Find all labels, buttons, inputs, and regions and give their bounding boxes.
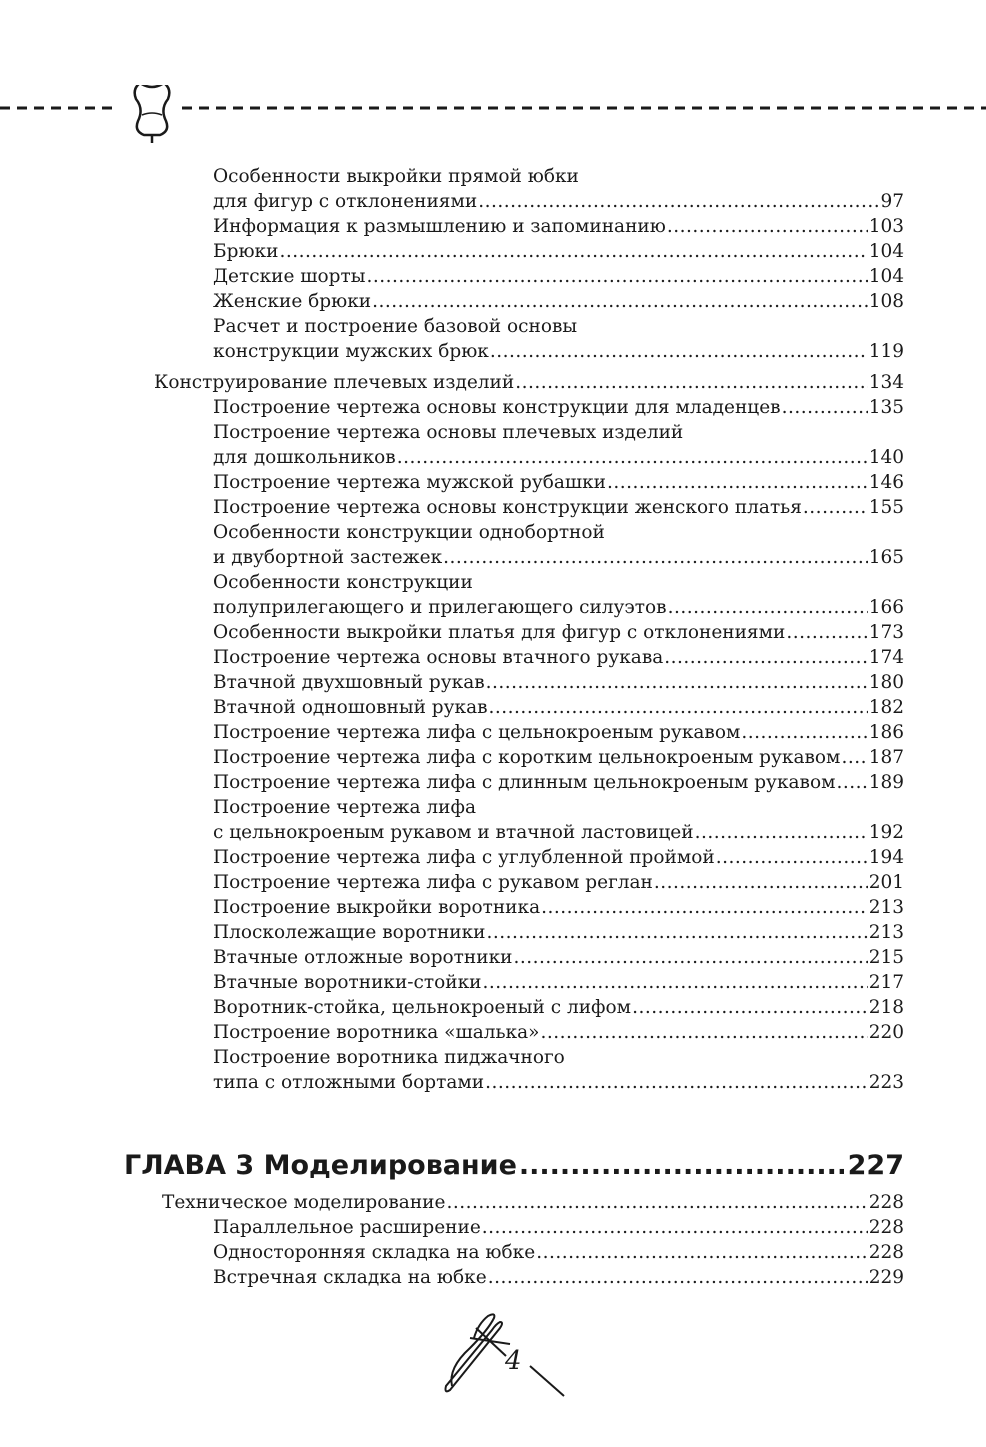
- dot-leader: [782, 395, 868, 420]
- dot-leader: [607, 470, 868, 495]
- dot-leader: [483, 970, 868, 995]
- toc-entry-title-line: Построение воротника пиджачного: [213, 1047, 565, 1068]
- toc-entry-title: Построение чертежа основы конструкции для младенцев: [213, 397, 781, 418]
- toc-entry-title: Втачные отложные воротники: [213, 947, 513, 968]
- dot-leader: [482, 1215, 868, 1240]
- toc-entry-page: 134: [868, 372, 904, 393]
- toc-entry-title: и двубортной застежек: [213, 547, 443, 568]
- toc-entry-page: 213: [868, 897, 904, 918]
- toc-entry-page: 103: [868, 216, 904, 237]
- toc-entry-title: Встречная складка на юбке: [213, 1267, 487, 1288]
- toc-entry-page: 220: [868, 1022, 904, 1043]
- dot-leader: [632, 995, 868, 1020]
- toc-entry-page: 189: [868, 772, 904, 793]
- toc-entry[interactable]: [213, 995, 904, 1020]
- toc-entry-title: с цельнокроеным рукавом и втачной ластовицей: [213, 822, 694, 843]
- toc-entry[interactable]: [213, 720, 904, 745]
- toc-entry-title-line: Особенности конструкции однобортной: [213, 522, 605, 543]
- toc-entry-page: 180: [868, 672, 904, 693]
- toc-entry[interactable]: [213, 695, 904, 720]
- dot-leader: [668, 595, 868, 620]
- toc-entry[interactable]: [213, 770, 904, 795]
- dot-leader: [513, 945, 867, 970]
- toc-entry-title: Построение чертежа основы конструкции женского платья: [213, 497, 802, 518]
- toc-entry[interactable]: [213, 1215, 904, 1240]
- toc-entry-title: Женские брюки: [213, 291, 372, 312]
- toc-entry-title: для дошкольников: [213, 447, 396, 468]
- toc-entry-page: 104: [868, 266, 904, 287]
- dot-leader: [519, 1146, 844, 1186]
- toc-entry-page: 104: [868, 241, 904, 262]
- toc-entry-title: Детские шорты: [213, 266, 366, 287]
- toc-entry-title: Брюки: [213, 241, 279, 262]
- toc-entry-title: Втачной двухшовный рукав: [213, 672, 485, 693]
- toc-entry[interactable]: [213, 395, 904, 420]
- toc-entry[interactable]: [213, 339, 904, 364]
- dot-leader: [664, 645, 867, 670]
- chapter-page: 227: [847, 1150, 904, 1181]
- toc-entry-page: 218: [868, 997, 904, 1018]
- toc-entry-title: Параллельное расширение: [213, 1217, 481, 1238]
- toc-entry-page: 182: [868, 697, 904, 718]
- toc-entry-title: Построение чертежа лифа с рукавом реглан: [213, 872, 653, 893]
- toc-entry-title: Информация к размышлению и запоминанию: [213, 216, 666, 237]
- dot-leader: [536, 1240, 868, 1265]
- toc-entry-title-line: Построение чертежа лифа: [213, 797, 477, 818]
- dot-leader: [654, 870, 868, 895]
- toc-entry-title: Построение чертежа лифа с длинным цельнокроеным рукавом: [213, 772, 836, 793]
- toc-entry-page: 228: [868, 1217, 904, 1238]
- toc-entry[interactable]: [213, 1070, 904, 1095]
- toc-entry-page: 213: [868, 922, 904, 943]
- toc-entry[interactable]: [213, 495, 904, 520]
- toc-entry-title: Построение воротника «шалька»: [213, 1022, 540, 1043]
- toc-entry[interactable]: [213, 845, 904, 870]
- toc-entry[interactable]: [213, 945, 904, 970]
- toc-entry[interactable]: [213, 870, 904, 895]
- toc-entry-title-line: Особенности выкройки прямой юбки: [213, 166, 579, 187]
- dot-leader: [695, 820, 868, 845]
- dot-leader: [489, 695, 868, 720]
- dot-leader: [443, 545, 868, 570]
- dot-leader: [485, 1070, 868, 1095]
- toc-entry-title: Воротник-стойка, цельнокроеный с лифом: [213, 997, 632, 1018]
- toc-entry-page: 187: [868, 747, 904, 768]
- dress-form-icon: [135, 85, 170, 143]
- toc-entry-title-line: Расчет и построение базовой основы: [213, 316, 578, 337]
- toc-entry-title: типа с отложными бортами: [213, 1072, 485, 1093]
- dot-leader: [486, 670, 868, 695]
- toc-entry[interactable]: [213, 1265, 904, 1290]
- toc-entry[interactable]: [213, 970, 904, 995]
- toc-entry-title: Построение выкройки воротника: [213, 897, 541, 918]
- chapter-title: ГЛАВА 3 Моделирование: [124, 1150, 517, 1181]
- toc-entry-page: 192: [868, 822, 904, 843]
- toc-entry-page: 135: [868, 397, 904, 418]
- toc-entry-title: Построение чертежа лифа с цельнокроеным рукавом: [213, 722, 741, 743]
- toc-entry-page: 174: [868, 647, 904, 668]
- toc-entry[interactable]: [213, 189, 904, 214]
- toc-entry[interactable]: [213, 1020, 904, 1045]
- toc-entry-title: Техническое моделирование: [162, 1192, 446, 1213]
- toc-entry[interactable]: [213, 445, 904, 470]
- toc-entry-page: 140: [868, 447, 904, 468]
- toc-entry-title: для фигур с отклонениями: [213, 191, 478, 212]
- dot-leader: [841, 745, 867, 770]
- dot-leader: [279, 239, 867, 264]
- toc-entry[interactable]: [213, 264, 904, 289]
- toc-entry-page: 166: [868, 597, 904, 618]
- toc-entry-page: 201: [868, 872, 904, 893]
- dot-leader: [515, 370, 867, 395]
- toc-entry-page: 173: [868, 622, 904, 643]
- dot-leader: [366, 264, 867, 289]
- toc-entry[interactable]: [213, 745, 904, 770]
- toc-entry-page: 194: [868, 847, 904, 868]
- toc-entry[interactable]: [213, 595, 904, 620]
- toc-entry-page: 165: [868, 547, 904, 568]
- toc-entry-page: 119: [868, 341, 904, 362]
- dot-leader: [490, 339, 868, 364]
- toc-entry[interactable]: [162, 1190, 904, 1215]
- toc-entry-title: Построение чертежа мужской рубашки: [213, 472, 606, 493]
- toc-entry-title: Особенности выкройки платья для фигур с отклонениями: [213, 622, 786, 643]
- toc-entry[interactable]: [213, 820, 904, 845]
- dot-leader: [741, 720, 867, 745]
- toc-entry-page: 217: [868, 972, 904, 993]
- dot-leader: [716, 845, 868, 870]
- toc-entry-title: Втачной одношовный рукав: [213, 697, 488, 718]
- dot-leader: [487, 920, 868, 945]
- toc-entry-title: полуприлегающего и прилегающего силуэтов: [213, 597, 667, 618]
- dot-leader: [397, 445, 868, 470]
- chapter-heading[interactable]: [124, 1146, 904, 1186]
- toc-entry-page: 223: [868, 1072, 904, 1093]
- toc-entry[interactable]: [213, 239, 904, 264]
- toc-entry[interactable]: [213, 214, 904, 239]
- toc-entry[interactable]: [213, 620, 904, 645]
- toc-entry-title: Построение чертежа основы втачного рукава: [213, 647, 664, 668]
- toc-entry[interactable]: [213, 1240, 904, 1265]
- toc-entry[interactable]: [213, 289, 904, 314]
- toc-entry-page: 229: [868, 1267, 904, 1288]
- toc-entry[interactable]: [213, 895, 904, 920]
- toc-entry[interactable]: [213, 670, 904, 695]
- dot-leader: [803, 495, 868, 520]
- dot-leader: [446, 1190, 867, 1215]
- dot-leader: [488, 1265, 868, 1290]
- toc-entry[interactable]: [213, 920, 904, 945]
- dot-leader: [786, 620, 867, 645]
- toc-entry-page: 108: [868, 291, 904, 312]
- header-rule: [0, 85, 986, 145]
- dot-leader: [667, 214, 868, 239]
- toc-entry[interactable]: [213, 545, 904, 570]
- toc-entry-title: Втачные воротники-стойки: [213, 972, 482, 993]
- page-number: 4: [505, 1346, 522, 1376]
- dot-leader: [372, 289, 868, 314]
- toc-entry[interactable]: [213, 645, 904, 670]
- toc-entry-title: Конструирование плечевых изделий: [154, 372, 515, 393]
- toc-entry-page: 228: [868, 1242, 904, 1263]
- dot-leader: [836, 770, 867, 795]
- toc-entry[interactable]: [213, 470, 904, 495]
- toc-entry[interactable]: [154, 370, 904, 395]
- toc-entry-page: 186: [868, 722, 904, 743]
- toc-entry-page: 228: [868, 1192, 904, 1213]
- toc-entry-page: 215: [868, 947, 904, 968]
- toc-entry-title: Построение чертежа лифа с коротким цельнокроеным рукавом: [213, 747, 841, 768]
- toc-entry-page: 146: [868, 472, 904, 493]
- dot-leader: [540, 1020, 867, 1045]
- toc-entry-title: Односторонняя складка на юбке: [213, 1242, 536, 1263]
- toc-entry-title: Плосколежащие воротники: [213, 922, 486, 943]
- dot-leader: [478, 189, 879, 214]
- toc-entry-page: 97: [880, 191, 904, 212]
- toc-entry-page: 155: [868, 497, 904, 518]
- dot-leader: [541, 895, 868, 920]
- toc-entry-title-line: Построение чертежа основы плечевых изделий: [213, 422, 684, 443]
- toc-entry-title: Построение чертежа лифа с углубленной проймой: [213, 847, 715, 868]
- toc-entry-title-line: Особенности конструкции: [213, 572, 473, 593]
- toc-entry-title: конструкции мужских брюк: [213, 341, 489, 362]
